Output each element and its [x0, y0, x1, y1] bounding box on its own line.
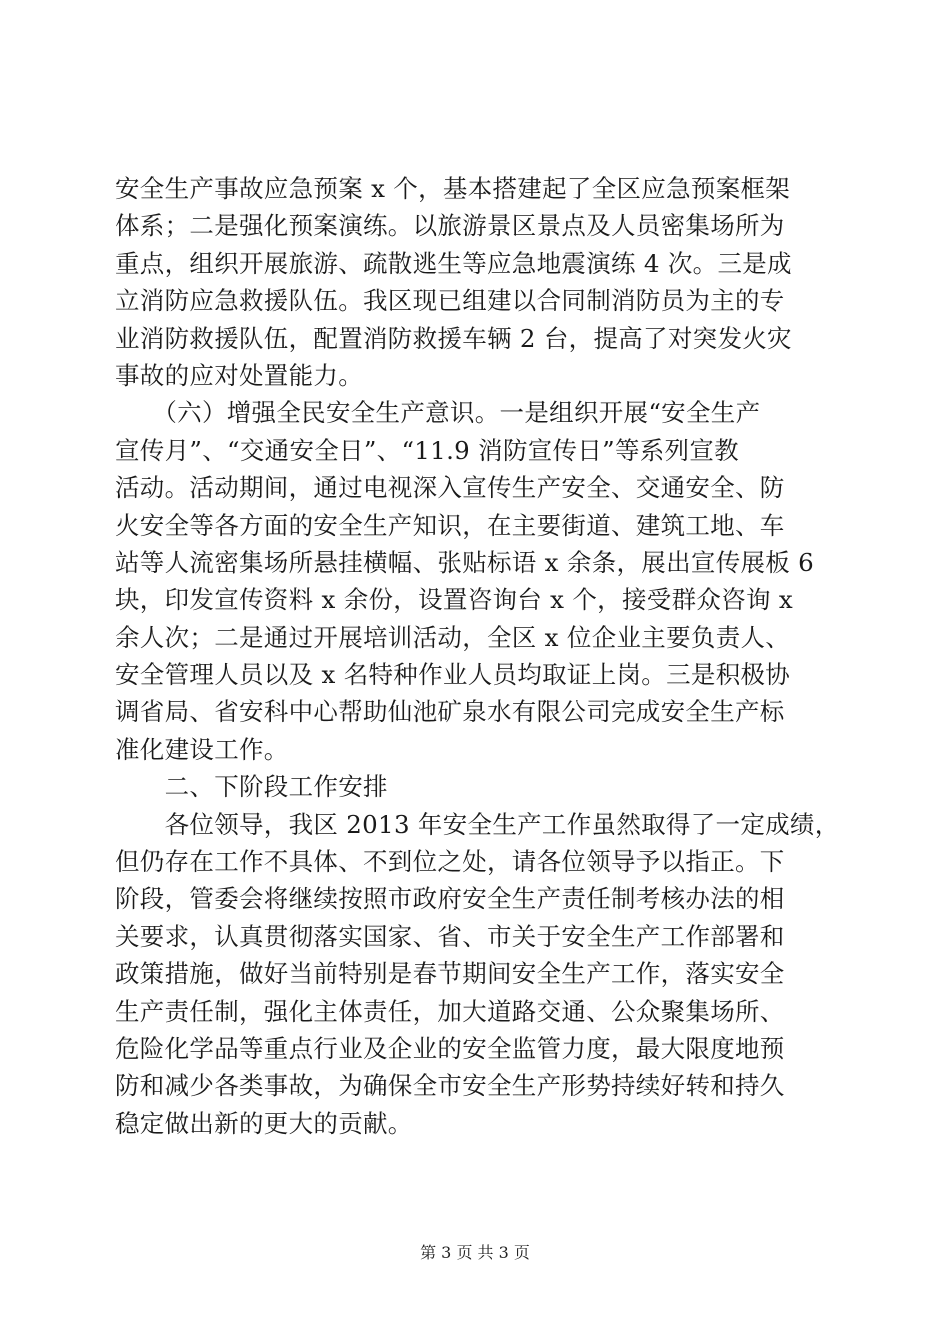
text-line: 站等人流密集场所悬挂横幅、张贴标语 x 余条，展出宣传展板 6 — [115, 547, 815, 577]
text-line: 政策措施，做好当前特别是春节期间安全生产工作，落实安全 — [115, 959, 785, 989]
text-line: 安全生产事故应急预案 x 个，基本搭建起了全区应急预案框架 — [115, 174, 791, 203]
text-line: 块，印发宣传资料 x 余份，设置咨询台 x 个，接受群众咨询 x — [115, 585, 793, 615]
text-line: 活动。活动期间，通过电视深入宣传生产安全、交通安全、防 — [115, 473, 785, 503]
text-line: 火安全等各方面的安全生产知识，在主要街道、建筑工地、车 — [115, 510, 785, 540]
text-line: 但仍存在工作不具体、不到位之处，请各位领导予以指正。下 — [115, 847, 785, 877]
text-line: 业消防救援队伍，配置消防救援车辆 2 台，提高了对突发火灾 — [115, 323, 792, 353]
text-line: 体系；二是强化预案演练。以旅游景区景点及人员密集场所为 — [115, 211, 785, 241]
text-line: 宣传月”、“交通安全日”、“11.9 消防宣传日”等系列宣教 — [115, 435, 739, 465]
text-line: 安全管理人员以及 x 名特种作业人员均取证上岗。三是积极协 — [115, 660, 791, 690]
text-line: 防和减少各类事故，为确保全市安全生产形势持续好转和持久 — [115, 1071, 785, 1101]
text-line: 重点，组织开展旅游、疏散逃生等应急地震演练 4 次。三是成 — [115, 248, 792, 278]
page-footer: 第 3 页 共 3 页 — [420, 1243, 530, 1262]
text-line: 准化建设工作。 — [115, 734, 289, 764]
text-line: 各位领导，我区 2013 年安全生产工作虽然取得了一定成绩， — [115, 809, 840, 839]
document-body — [115, 170, 845, 1142]
text-line: 生产责任制，强化主体责任，加大道路交通、公众聚集场所、 — [115, 996, 785, 1026]
text-line: 事故的应对处置能力。 — [115, 360, 363, 390]
text-line: （六）增强全民安全生产意识。一是组织开展“安全生产 — [115, 398, 761, 428]
text-line: 阶段，管委会将继续按照市政府安全生产责任制考核办法的相 — [115, 884, 785, 914]
text-line: 危险化学品等重点行业及企业的安全监管力度，最大限度地预 — [115, 1033, 785, 1063]
text-line: 调省局、省安科中心帮助仙池矿泉水有限公司完成安全生产标 — [115, 697, 785, 727]
text-line: 稳定做出新的更大的贡献。 — [115, 1108, 413, 1138]
text-line: 关要求，认真贯彻落实国家、省、市关于安全生产工作部署和 — [115, 921, 785, 951]
text-line: 立消防应急救援队伍。我区现已组建以合同制消防员为主的专 — [115, 286, 785, 316]
text-line: 二、下阶段工作安排 — [115, 772, 388, 802]
text-line: 余人次；二是通过开展培训活动，全区 x 位企业主要负责人、 — [115, 622, 791, 652]
